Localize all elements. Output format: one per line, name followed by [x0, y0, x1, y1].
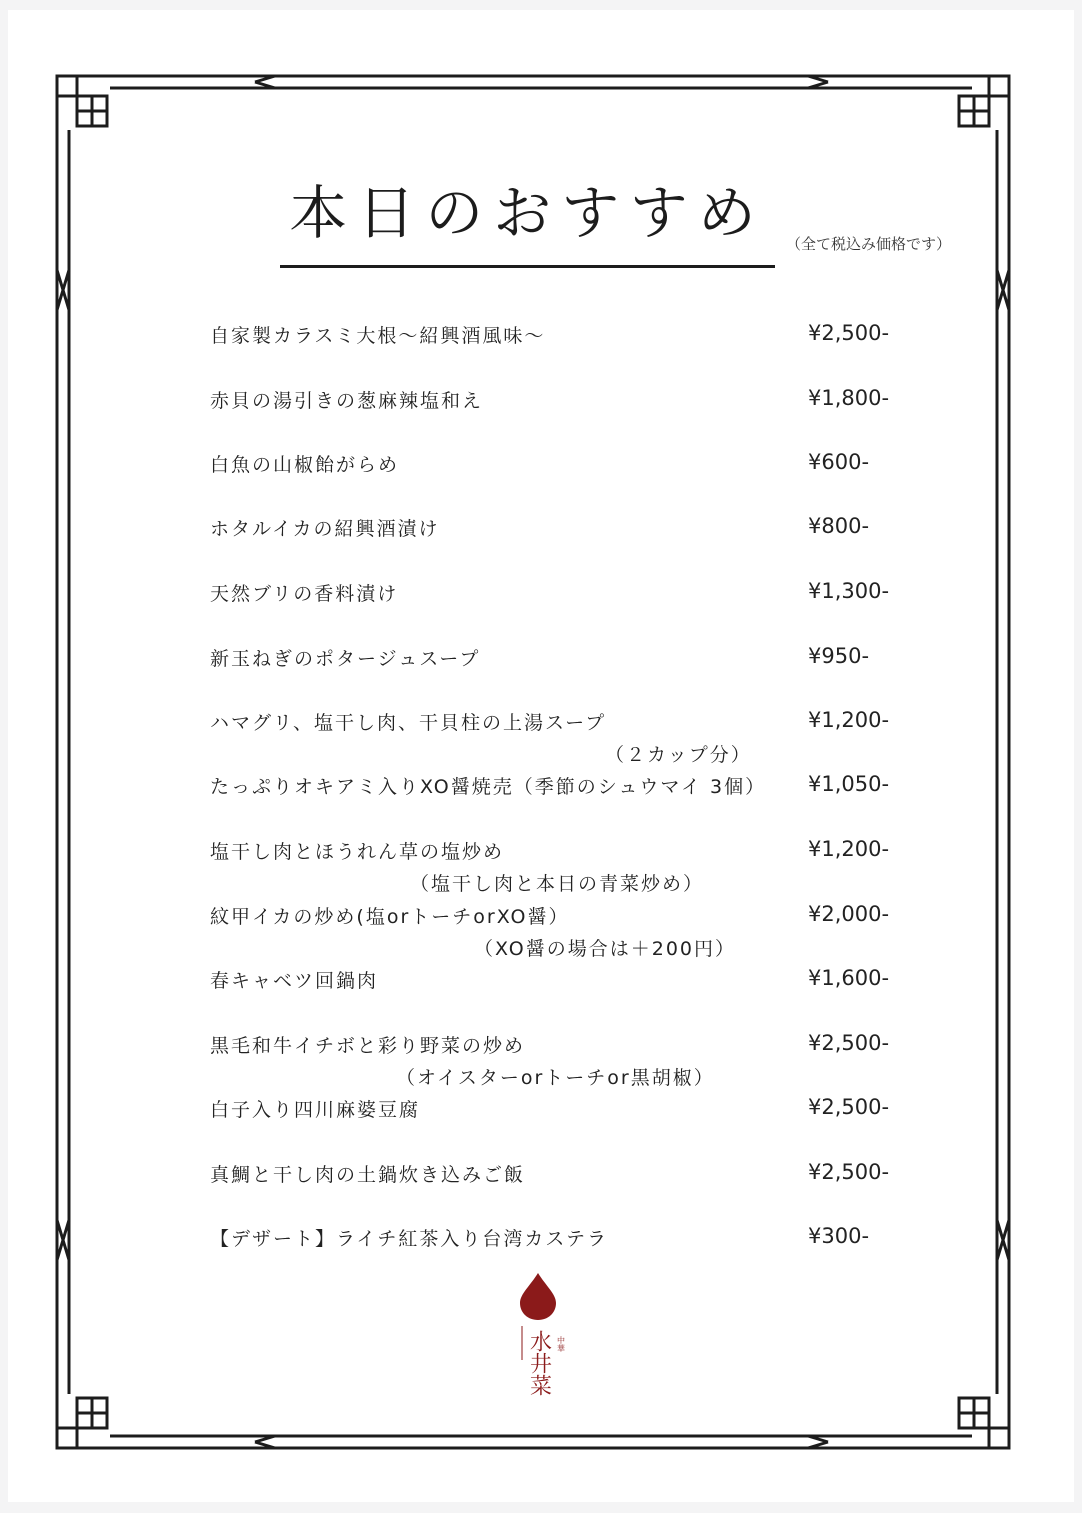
- list-item: [0, 772, 1082, 802]
- item-name: 【デザート】ライチ紅茶入り台湾カステラ: [210, 1228, 609, 1250]
- item-price: ¥1,300-: [808, 579, 890, 603]
- page-title: 本日のおすすめ: [289, 179, 766, 247]
- item-price: ¥950-: [808, 644, 870, 668]
- list-item: [0, 837, 1082, 867]
- list-item: [0, 1224, 1082, 1254]
- list-item: [0, 1031, 1082, 1061]
- list-item: [0, 579, 1082, 609]
- corner-ornament-bottom-left-icon: [57, 1398, 107, 1448]
- item-price: ¥800-: [808, 514, 870, 538]
- item-price: ¥1,600-: [808, 966, 890, 990]
- item-price: ¥1,050-: [808, 772, 890, 796]
- item-name: ホタルイカの紹興酒漬け: [210, 518, 440, 540]
- corner-ornament-top-left-icon: [57, 76, 107, 126]
- list-item: [0, 966, 1082, 996]
- item-name: 新玉ねぎのポタージュスープ: [210, 648, 481, 670]
- item-note: （XO醤の場合は＋200円）: [474, 938, 737, 960]
- item-price: ¥2,500-: [808, 321, 890, 345]
- corner-ornament-bottom-right-icon: [959, 1398, 1009, 1448]
- item-price: ¥2,500-: [808, 1160, 890, 1184]
- item-name: 黒毛和牛イチボと彩り野菜の炒め: [210, 1035, 526, 1057]
- item-note: （オイスターorトーチor黒胡椒）: [396, 1067, 715, 1089]
- item-name: 春キャベツ回鍋肉: [210, 970, 379, 992]
- item-name: 赤貝の湯引きの葱麻辣塩和え: [210, 390, 484, 412]
- item-price: ¥300-: [808, 1224, 870, 1248]
- tax-note: （全て税込み価格です）: [786, 235, 952, 253]
- list-item: [0, 386, 1082, 416]
- list-item: [0, 1095, 1082, 1125]
- drop-icon: [520, 1273, 556, 1320]
- item-name: 真鯛と干し肉の土鍋炊き込みご飯: [210, 1164, 526, 1186]
- item-name: ハマグリ、塩干し肉、干貝柱の上湯スープ: [210, 712, 607, 734]
- restaurant-logo: [508, 1270, 578, 1400]
- item-price: ¥1,200-: [808, 708, 890, 732]
- item-price: ¥1,200-: [808, 837, 890, 861]
- list-item: [0, 450, 1082, 480]
- item-price: ¥2,000-: [808, 902, 890, 926]
- item-name: 自家製カラスミ大根〜紹興酒風味〜: [210, 325, 546, 347]
- logo-cuisine: 中華: [556, 1336, 566, 1352]
- corner-ornament-top-right-icon: [959, 76, 1009, 126]
- list-item: [0, 644, 1082, 674]
- item-name: 紋甲イカの炒め(塩orトーチorXO醤）: [210, 906, 570, 928]
- item-name: 塩干し肉とほうれん草の塩炒め: [210, 841, 505, 863]
- list-item: [0, 902, 1082, 932]
- list-item: [0, 514, 1082, 544]
- logo-name: 水井菜: [526, 1330, 552, 1396]
- item-note: （２カップ分）: [605, 744, 752, 766]
- item-name: 白魚の山椒飴がらめ: [210, 454, 400, 476]
- item-name: たっぷりオキアミ入りXO醤焼売（季節のシュウマイ 3個）: [210, 776, 767, 798]
- item-price: ¥600-: [808, 450, 870, 474]
- title-underline: [280, 265, 775, 268]
- item-price: ¥2,500-: [808, 1095, 890, 1119]
- item-price: ¥2,500-: [808, 1031, 890, 1055]
- list-item: [0, 708, 1082, 738]
- item-name: 白子入り四川麻婆豆腐: [210, 1099, 421, 1121]
- list-item: [0, 321, 1082, 351]
- item-name: 天然ブリの香料漬け: [210, 583, 399, 605]
- item-price: ¥1,800-: [808, 386, 890, 410]
- item-note: （塩干し肉と本日の青菜炒め）: [410, 873, 705, 895]
- list-item: [0, 1160, 1082, 1190]
